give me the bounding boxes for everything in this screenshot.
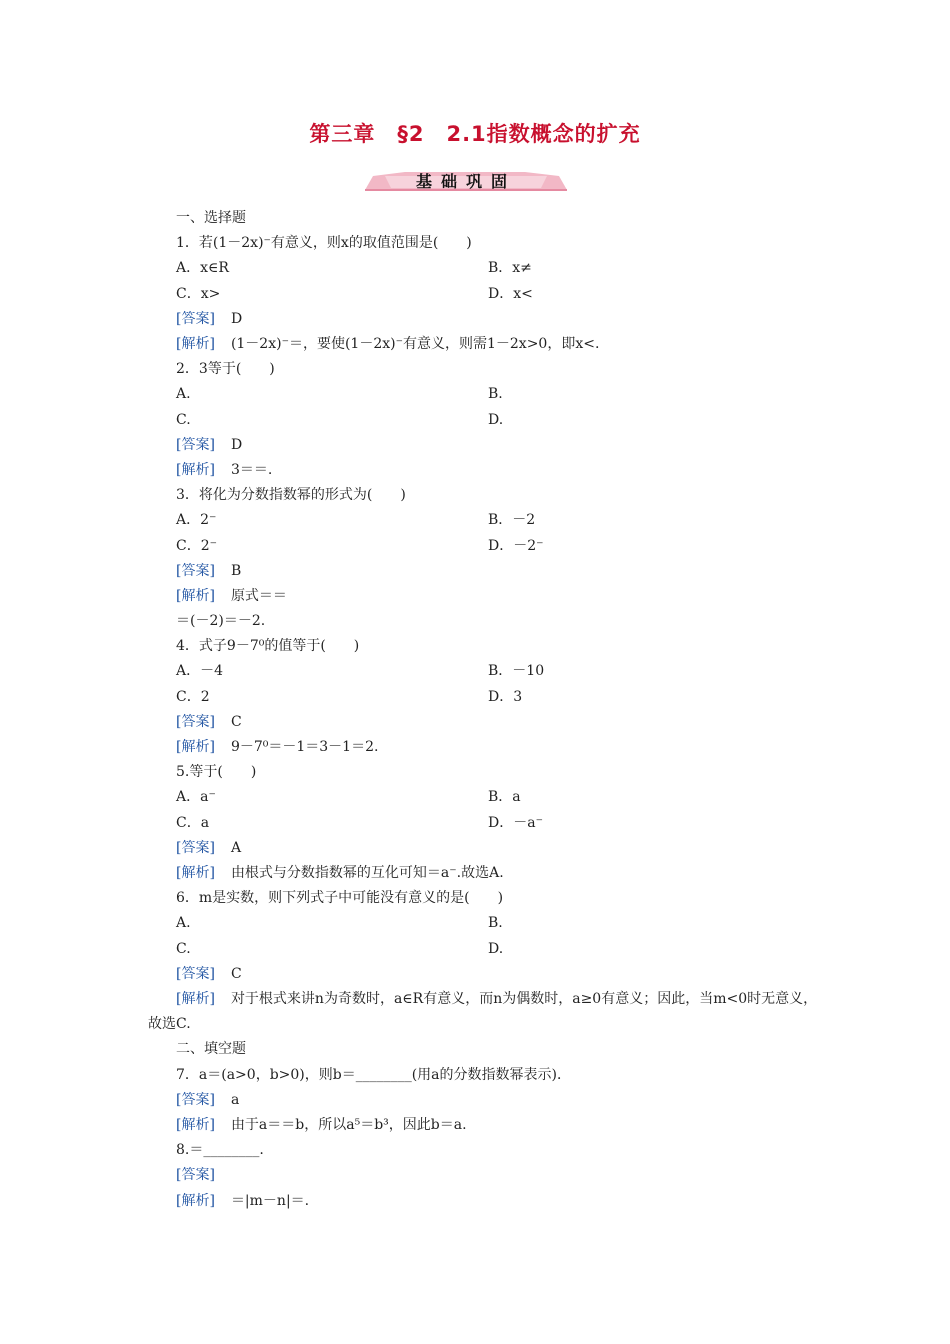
option-a: A．a⁻ bbox=[176, 789, 216, 806]
question-6-stem: 6．m是实数，则下列式子中可能没有意义的是( ) bbox=[176, 890, 504, 907]
exercise-content bbox=[148, 206, 818, 1214]
option-d: D. bbox=[488, 940, 504, 957]
question-5-stem: 5.等于( ) bbox=[176, 764, 257, 781]
option-a: A．2⁻ bbox=[176, 512, 217, 529]
question-3-analysis bbox=[148, 584, 818, 609]
question-7-answer bbox=[148, 1088, 818, 1113]
answer-tag: [答案] bbox=[176, 310, 215, 327]
question-7-analysis bbox=[148, 1113, 818, 1138]
option-d: D．－a⁻ bbox=[488, 814, 543, 831]
analysis-text: 对于根式来讲n为奇数时，a∈R有意义，而n为偶数时，a≥0有意义；因此，当m<0时无意义，故选C. bbox=[148, 991, 818, 1033]
question-1-options-cd bbox=[148, 282, 818, 307]
banner-label: 基础巩固 bbox=[415, 172, 516, 191]
analysis-text: (1－2x)⁻＝，要使(1－2x)⁻有意义，则需1－2x>0，即x<. bbox=[230, 335, 600, 352]
answer-value: C bbox=[230, 713, 242, 730]
option-d: D．x< bbox=[488, 285, 533, 302]
option-c: C. bbox=[176, 940, 191, 957]
option-b: B．x≠ bbox=[488, 260, 532, 277]
answer-value: D bbox=[230, 310, 243, 327]
question-2-answer bbox=[148, 433, 818, 458]
question-3-stem: 3．将化为分数指数幂的形式为( ) bbox=[176, 487, 406, 504]
option-a: A. bbox=[176, 915, 191, 932]
analysis-tag: [解析] bbox=[176, 461, 215, 478]
option-b: B．－2 bbox=[488, 512, 536, 529]
option-a: A．x∈R bbox=[176, 260, 229, 277]
option-a: A．－4 bbox=[176, 663, 224, 680]
analysis-tag: [解析] bbox=[176, 1192, 215, 1209]
question-3-answer bbox=[148, 559, 818, 584]
answer-value: B bbox=[230, 562, 242, 579]
analysis-text: ＝|m－n|＝. bbox=[230, 1192, 310, 1209]
question-3-options-cd bbox=[148, 534, 818, 559]
question-1-analysis bbox=[148, 332, 818, 357]
question-6-options-cd bbox=[148, 937, 818, 962]
option-c: C．2⁻ bbox=[176, 537, 218, 554]
answer-value: A bbox=[230, 839, 242, 856]
answer-tag: [答案] bbox=[176, 839, 215, 856]
analysis-tag: [解析] bbox=[176, 587, 215, 604]
answer-tag: [答案] bbox=[176, 562, 215, 579]
question-6-options-ab bbox=[148, 911, 818, 936]
option-c: C．2 bbox=[176, 688, 210, 705]
option-b: B. bbox=[488, 386, 503, 403]
analysis-tag: [解析] bbox=[176, 1116, 215, 1133]
question-1-answer bbox=[148, 307, 818, 332]
analysis-tag: [解析] bbox=[176, 865, 215, 882]
question-4-options-cd bbox=[148, 685, 818, 710]
question-4-options-ab bbox=[148, 659, 818, 684]
question-5-analysis bbox=[148, 861, 818, 886]
answer-tag: [答案] bbox=[176, 713, 215, 730]
question-3-options-ab bbox=[148, 508, 818, 533]
analysis-text: 9－7⁰＝－1＝3－1＝2. bbox=[230, 739, 379, 756]
answer-tag: [答案] bbox=[176, 965, 215, 982]
question-1-stem: 1．若(1－2x)⁻有意义，则x的取值范围是( ) bbox=[176, 235, 472, 252]
analysis-tag: [解析] bbox=[176, 739, 215, 756]
option-d: D．－2⁻ bbox=[488, 537, 544, 554]
option-c: C．x> bbox=[176, 285, 221, 302]
section-banner bbox=[365, 166, 567, 194]
analysis-text: 由于a＝＝b，所以a⁵＝b³，因此b＝a. bbox=[230, 1116, 467, 1133]
answer-tag: [答案] bbox=[176, 1091, 215, 1108]
question-5-answer bbox=[148, 836, 818, 861]
question-1-options-ab bbox=[148, 256, 818, 281]
question-8-answer bbox=[148, 1163, 818, 1188]
question-4-stem: 4．式子9－7⁰的值等于( ) bbox=[176, 638, 360, 655]
question-6-answer bbox=[148, 962, 818, 987]
question-5-options-ab bbox=[148, 785, 818, 810]
answer-value: D bbox=[230, 436, 243, 453]
section-heading-choice: 一、选择题 bbox=[176, 210, 246, 226]
question-2-options-ab bbox=[148, 382, 818, 407]
answer-value: C bbox=[230, 965, 242, 982]
question-2-stem: 2．3等于( ) bbox=[176, 361, 275, 378]
question-4-analysis bbox=[148, 735, 818, 760]
option-d: D．3 bbox=[488, 688, 523, 705]
question-3-analysis-cont: ＝(－2)＝－2. bbox=[176, 613, 266, 630]
analysis-text: 3＝＝. bbox=[230, 461, 273, 478]
option-b: B．－10 bbox=[488, 663, 545, 680]
answer-tag: [答案] bbox=[176, 1167, 215, 1184]
question-6-analysis bbox=[148, 987, 818, 1037]
analysis-tag: [解析] bbox=[176, 991, 215, 1007]
analysis-text: 原式＝＝ bbox=[230, 587, 287, 604]
option-a: A. bbox=[176, 386, 191, 403]
question-4-answer bbox=[148, 710, 818, 735]
question-5-options-cd bbox=[148, 811, 818, 836]
answer-tag: [答案] bbox=[176, 436, 215, 453]
section-heading-fill: 二、填空题 bbox=[176, 1041, 246, 1058]
option-c: C．a bbox=[176, 814, 210, 831]
analysis-text: 由根式与分数指数幂的互化可知＝a⁻.故选A. bbox=[230, 865, 504, 882]
option-c: C. bbox=[176, 411, 191, 428]
analysis-tag: [解析] bbox=[176, 335, 215, 352]
question-2-analysis bbox=[148, 458, 818, 483]
question-8-analysis bbox=[148, 1189, 818, 1214]
page-title: 第三章 §2 2.1指数概念的扩充 bbox=[309, 122, 641, 146]
option-b: B．a bbox=[488, 789, 521, 806]
option-d: D. bbox=[488, 411, 504, 428]
question-7-stem: 7．a＝(a>0，b>0)，则b＝________(用a的分数指数幂表示)． bbox=[176, 1066, 571, 1083]
question-8-stem: 8.＝________. bbox=[176, 1142, 264, 1159]
question-2-options-cd bbox=[148, 408, 818, 433]
option-b: B. bbox=[488, 915, 503, 932]
answer-value: a bbox=[230, 1091, 240, 1108]
